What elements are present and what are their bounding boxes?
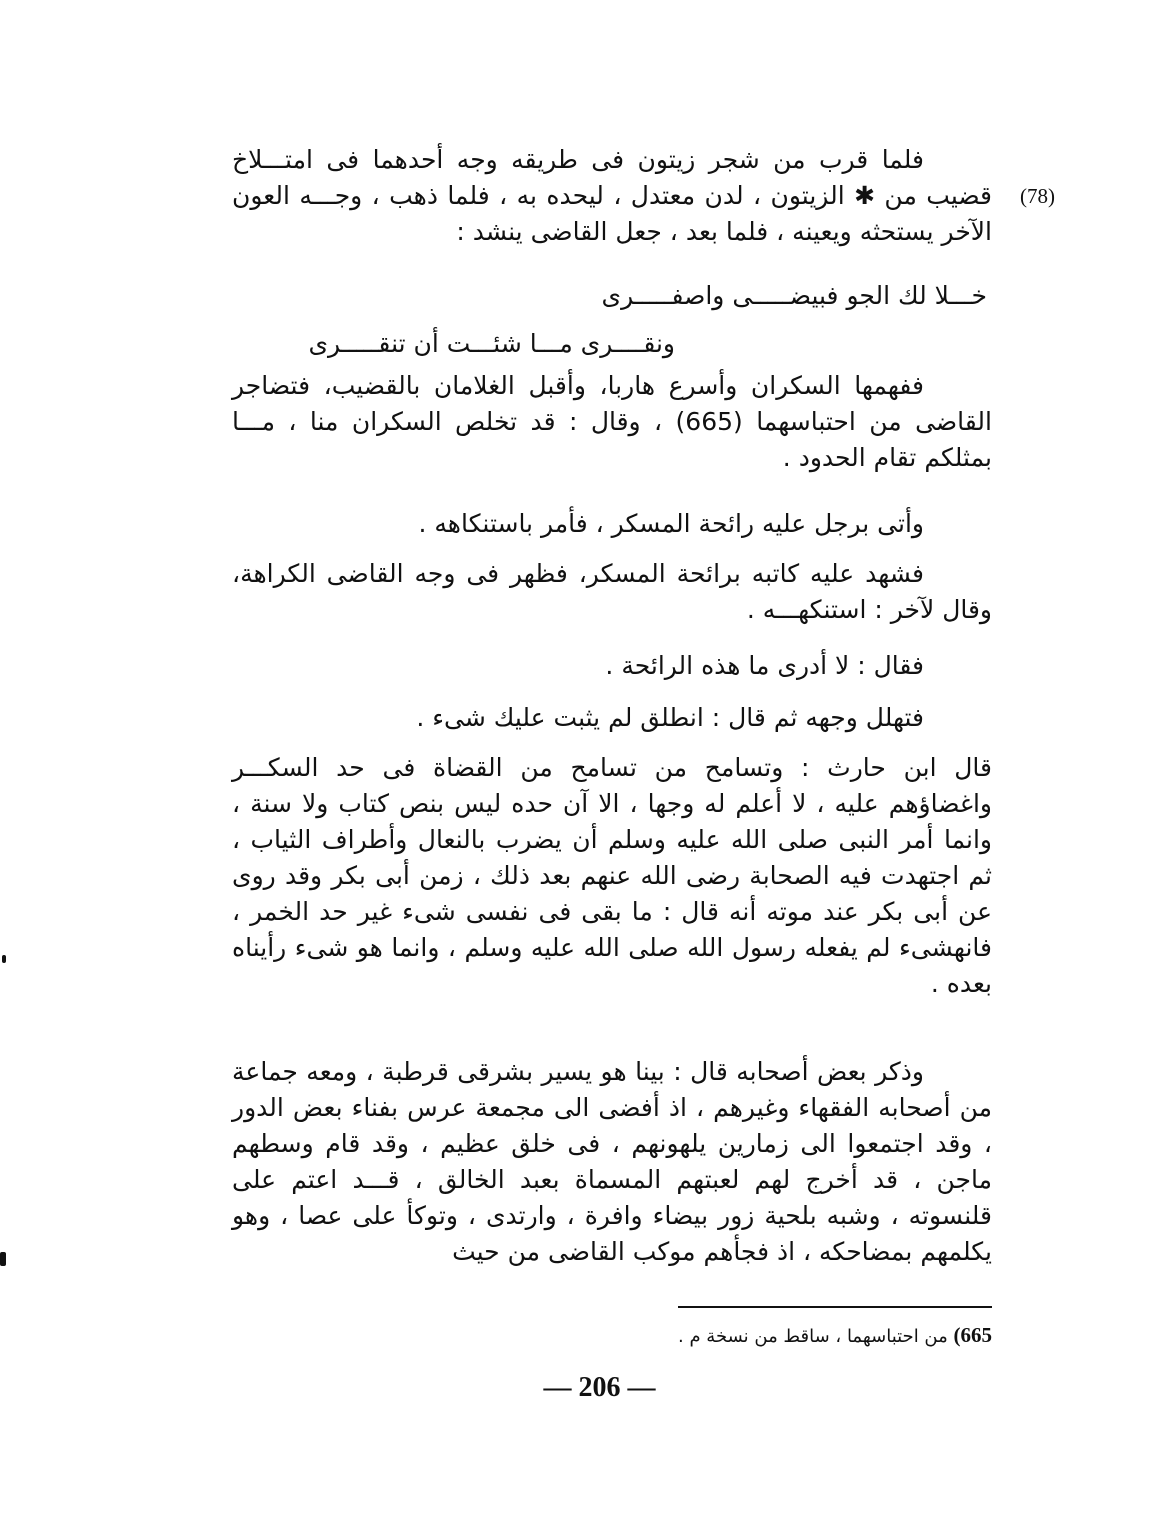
footnote-text: من احتباسهما ، ساقط من نسخة م . [678,1326,948,1347]
verse-line-1: خـــلا لك الجو فبيضـــــى واصفـــــرى [601,281,987,310]
margin-note: (78) [1020,184,1055,208]
footnote-number: 665) [953,1323,992,1347]
scan-edge-mark [2,955,6,963]
scan-edge-mark [0,1252,6,1266]
paragraph-5: فقال : لا أدرى ما هذه الرائحة . [605,651,924,680]
paragraph-3: وأتى برجل عليه رائحة المسكر ، فأمر باستنكاهه . [418,509,924,538]
paragraph-2: ففهمها السكران وأسرع هاربا، وأقبل الغلامان بالقضيب، فتضاجر القاضى من احتباسهما (665) ، وقال : قد تخلص السكران منا ، مـــا بمثلكم تقام الحدود . [232,371,992,472]
paragraph-8: وذكر بعض أصحابه قال : بينا هو يسير بشرقى قرطبة ، ومعه جماعة من أصحابه الفقهاء وغيرهم ، اذ أفضى الى مجمعة عرس بفناء بعض الدور ، وقد اجتمعوا الى زمارين يلهونهم ، فى خلق عظيم ، وقد قام وسطهم ماجن ، قد أخرج لهم لعبتهم المسماة بعبد الخالق ، قـــد اعتم على قلنسوته ، وشبه بلحية زور بيضاء وافرة ، وارتدى ، وتوكأ على عصا ، وهو يكلمهم بمضاحكه ، اذ فجأهم موكب القاضى من حيث [232,1057,992,1266]
paragraph-7: قال ابن حارث : وتسامح من تسامح من القضاة فى حد السكـــر واغضاؤهم عليه ، لا أعلم له وجها ، الا آن حده ليس بنص كتاب ولا سنة ، وانما أمر النبى صلى الله عليه وسلم أن يضرب بالنعال وأطراف الثياب ، ثم اجتهدت فيه الصحابة رضى الله عنهم بعد ذلك ، زمن أبى بكر وقد روى عن أبى بكر عند موته أنه قال : ما بقى فى نفسى شىء غير حد الخمر ، فانهشىء لم يفعله رسول الله صلى الله عليه وسلم ، وانما هو شىء رأيناه بعده . [232,753,992,998]
page-number: — 206 — [543,1372,656,1403]
paragraph-1: فلما قرب من شجر زيتون فى طريقه وجه أحدهما فى امتـــلاخ قضيب من ✱ الزيتون ، لدن معتدل ، ليحده به ، فلما ذهب ، وجـــه العون الآخر يستحثه ويعينه ، فلما بعد ، جعل القاضى ينشد : [232,145,992,246]
paragraph-4: فشهد عليه كاتبه برائحة المسكر، فظهر فى وجه القاضى الكراهة، وقال لآخر : استنكهـــه . [232,559,992,624]
verse-line-2: ونقــــرى مـــا شئـــت أن تنقـــــرى [308,329,675,358]
paragraph-6: فتهلل وجهه ثم قال : انطلق لم يثبت عليك شىء . [416,703,924,732]
footnote-divider [678,1306,992,1308]
footnote [500,1320,992,1352]
